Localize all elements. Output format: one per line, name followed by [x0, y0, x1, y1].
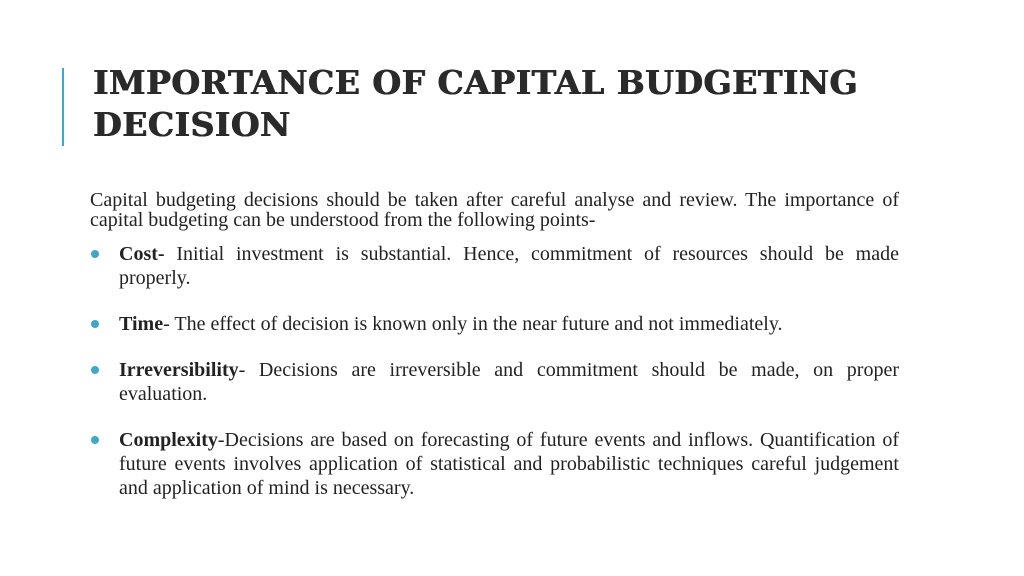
bullet-text: -Decisions are based on forecasting of future events and inflows. Quantification of future events involves application of statistical and probabilistic techniques careful judgement and application of mind is necessary.	[119, 429, 899, 499]
bullet-term: Time	[119, 313, 164, 335]
bullet-item-cost	[90, 242, 899, 290]
bullet-text: - Decisions are irreversible and commitment should be made, on proper evaluation.	[119, 359, 899, 405]
title-accent-bar	[62, 68, 64, 146]
bullet-term: Irreversibility	[119, 359, 239, 381]
bullet-list	[90, 242, 899, 500]
bullet-item-complexity	[90, 428, 899, 500]
slide-body	[90, 190, 899, 522]
bullet-item-time	[90, 312, 899, 336]
bullet-term: Complexity	[119, 429, 218, 451]
bullet-text: - The effect of decision is known only in the near future and not immediately.	[163, 313, 783, 335]
slide-title: IMPORTANCE OF CAPITAL BUDGETING DECISION	[93, 63, 859, 144]
bullet-dot-icon	[91, 250, 99, 258]
bullet-dot-icon	[91, 366, 99, 374]
intro-paragraph: Capital budgeting decisions should be taken after careful analyse and review. The importance of capital budgeting can be understood from the following points-	[90, 189, 899, 231]
bullet-text: Initial investment is substantial. Hence, commitment of resources should be made properly.	[119, 243, 899, 289]
bullet-item-irreversibility	[90, 358, 899, 406]
bullet-dot-icon	[91, 436, 99, 444]
bullet-dot-icon	[91, 320, 99, 328]
bullet-term: Cost-	[119, 243, 165, 265]
